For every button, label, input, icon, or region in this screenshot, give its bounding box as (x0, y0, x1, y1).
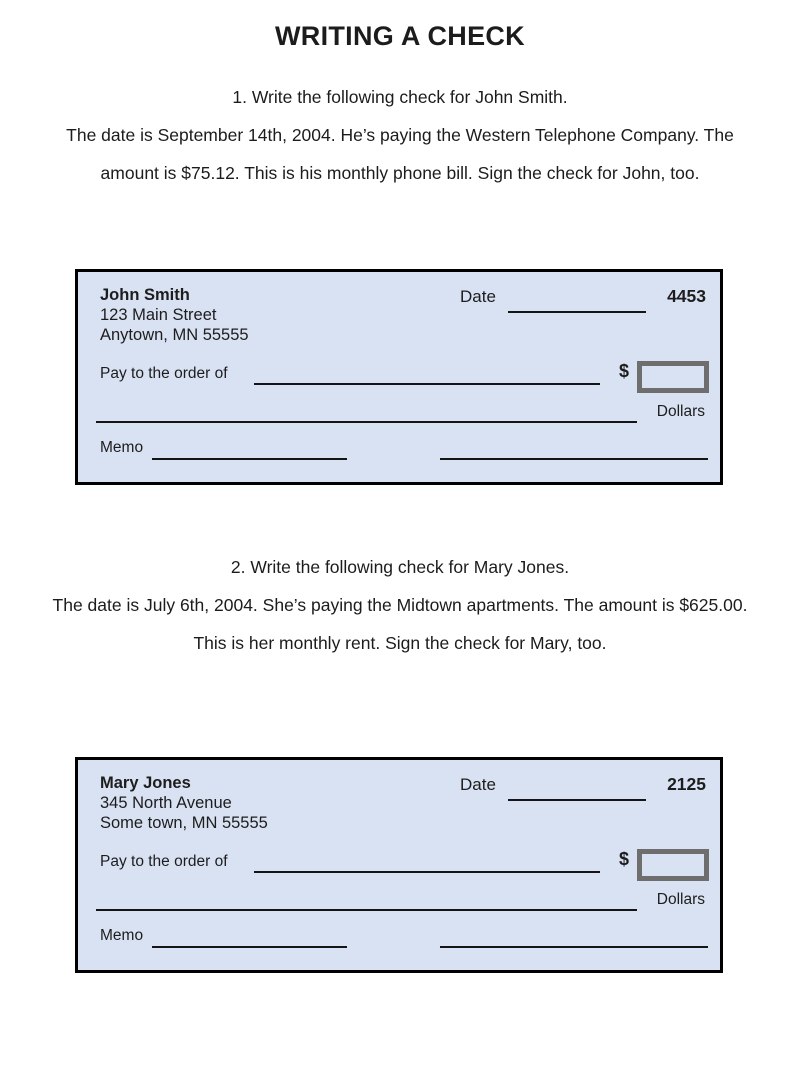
payer-address-line2: Some town, MN 55555 (100, 814, 268, 832)
signature-line[interactable] (440, 946, 708, 948)
instruction-line: The date is September 14th, 2004. He’s paying the Western Telephone Company. The (66, 125, 734, 145)
payer-block (100, 285, 249, 345)
payee-line[interactable] (254, 383, 600, 385)
memo-label: Memo (100, 439, 144, 456)
written-amount-line[interactable] (96, 909, 637, 911)
dollars-label: Dollars (656, 403, 705, 420)
amount-box[interactable] (637, 849, 709, 881)
payer-name: Mary Jones (100, 774, 191, 792)
payer-address-line1: 345 North Avenue (100, 794, 232, 812)
dollars-label: Dollars (656, 891, 705, 908)
exercise-2-instructions (0, 555, 800, 669)
amount-box[interactable] (637, 361, 709, 393)
date-label: Date (460, 775, 496, 794)
instruction-line: 1. Write the following check for John Smith. (232, 87, 568, 107)
date-line[interactable] (508, 799, 646, 801)
check-number: 4453 (667, 286, 706, 306)
page-title: WRITING A CHECK (275, 21, 525, 51)
check-1 (75, 269, 723, 485)
date-label: Date (460, 287, 496, 306)
dollar-sign: $ (619, 849, 630, 869)
pay-to-label: Pay to the order of (100, 365, 228, 382)
memo-line[interactable] (152, 458, 347, 460)
payer-name: John Smith (100, 286, 190, 304)
signature-line[interactable] (440, 458, 708, 460)
instruction-line: This is her monthly rent. Sign the check for Mary, too. (193, 633, 607, 653)
payer-block (100, 773, 268, 833)
payer-address-line2: Anytown, MN 55555 (100, 326, 249, 344)
instruction-line: amount is $75.12. This is his monthly phone bill. Sign the check for John, too. (100, 163, 700, 183)
instruction-line: The date is July 6th, 2004. She’s paying the Midtown apartments. The amount is $625.00. (52, 595, 748, 615)
memo-line[interactable] (152, 946, 347, 948)
instruction-line: 2. Write the following check for Mary Jones. (230, 557, 570, 577)
check-2 (75, 757, 723, 973)
check-number: 2125 (667, 774, 706, 794)
memo-label: Memo (100, 927, 144, 944)
payee-line[interactable] (254, 871, 600, 873)
date-line[interactable] (508, 311, 646, 313)
exercise-1-instructions (0, 85, 800, 199)
pay-to-label: Pay to the order of (100, 853, 228, 870)
dollar-sign: $ (619, 361, 630, 381)
written-amount-line[interactable] (96, 421, 637, 423)
payer-address-line1: 123 Main Street (100, 306, 217, 324)
